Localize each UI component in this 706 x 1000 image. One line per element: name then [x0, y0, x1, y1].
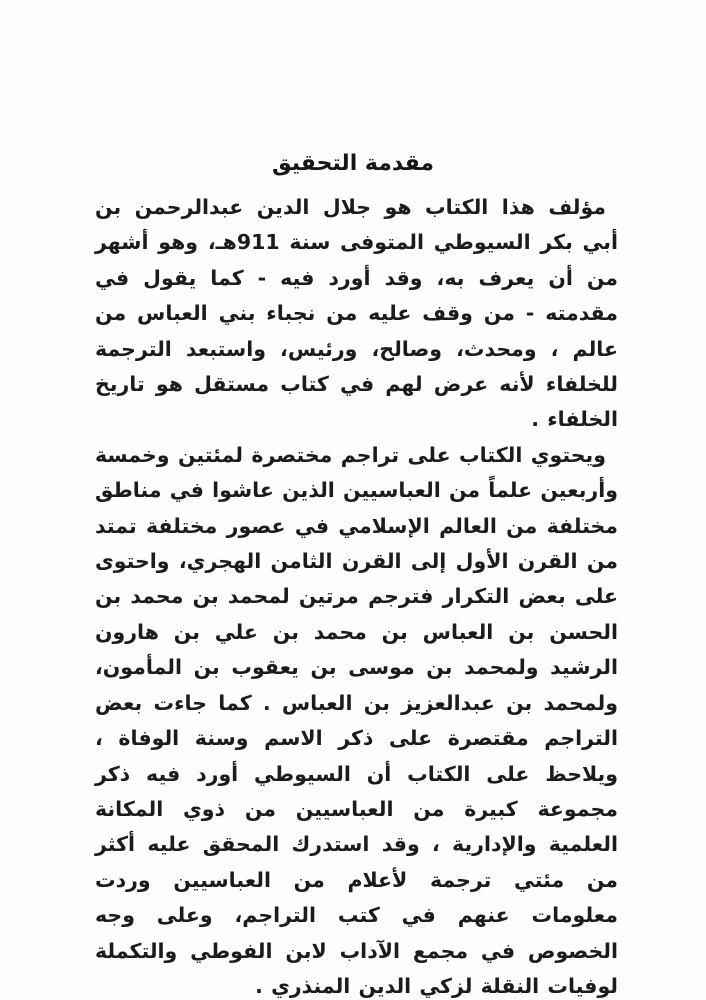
paragraph-book-contents: ويحتوي الكتاب على تراجم مختصرة لمئتين وخمسة وأربعين علماً من العباسيين الذين عاشوا في مناطق مختلفة من العالم الإسلامي في عصور مختلفة تمتد من القرن الأول إلى القرن الثامن الهجري، واحتوى على بعض التكرار فترجم مرتين لمحمد بن محمد بن الحسن بن العباس بن محمد بن علي بن هارون الرشيد ولمحمد بن موسى بن يعقوب بن المأمون، ولمحمد بن عبدالعزيز بن العباس . كما جاءت بعض التراجم مقتصرة على ذكر الاسم وسنة الوفاة ، ويلاحظ على الكتاب أن السيوطي أورد فيه ذكر مجموعة كبيرة من العباسيين من ذوي المكانة العلمية والإدارية ، وقد استدرك المحقق عليه أكثر من مئتي ترجمة لأعلام من العباسيين وردت معلومات عنهم في كتب التراجم، وعلى وجه الخصوص في مجمع الآداب لابن الفوطي والتكملة لوفيات النقلة لزكي الدين المنذري . [95, 442, 618, 998]
body-text [0, 190, 706, 1000]
paragraph-author-intro: مؤلف هذا الكتاب هو جلال الدين عبدالرحمن بن أبي بكر السيوطي المتوفى سنة 911هـ، وهو أشهر من أن يعرف به، وقد أورد فيه - كما يقول في مقدمته - من وقف عليه من نجباء بني العباس من عالم ، ومحدث، وصالح، ورئيس، واستبعد الترجمة للخلفاء لأنه عرض لهم في كتاب مستقل هو تاريخ الخلفاء . [95, 195, 618, 432]
page-title: مقدمة التحقيق [271, 151, 435, 176]
